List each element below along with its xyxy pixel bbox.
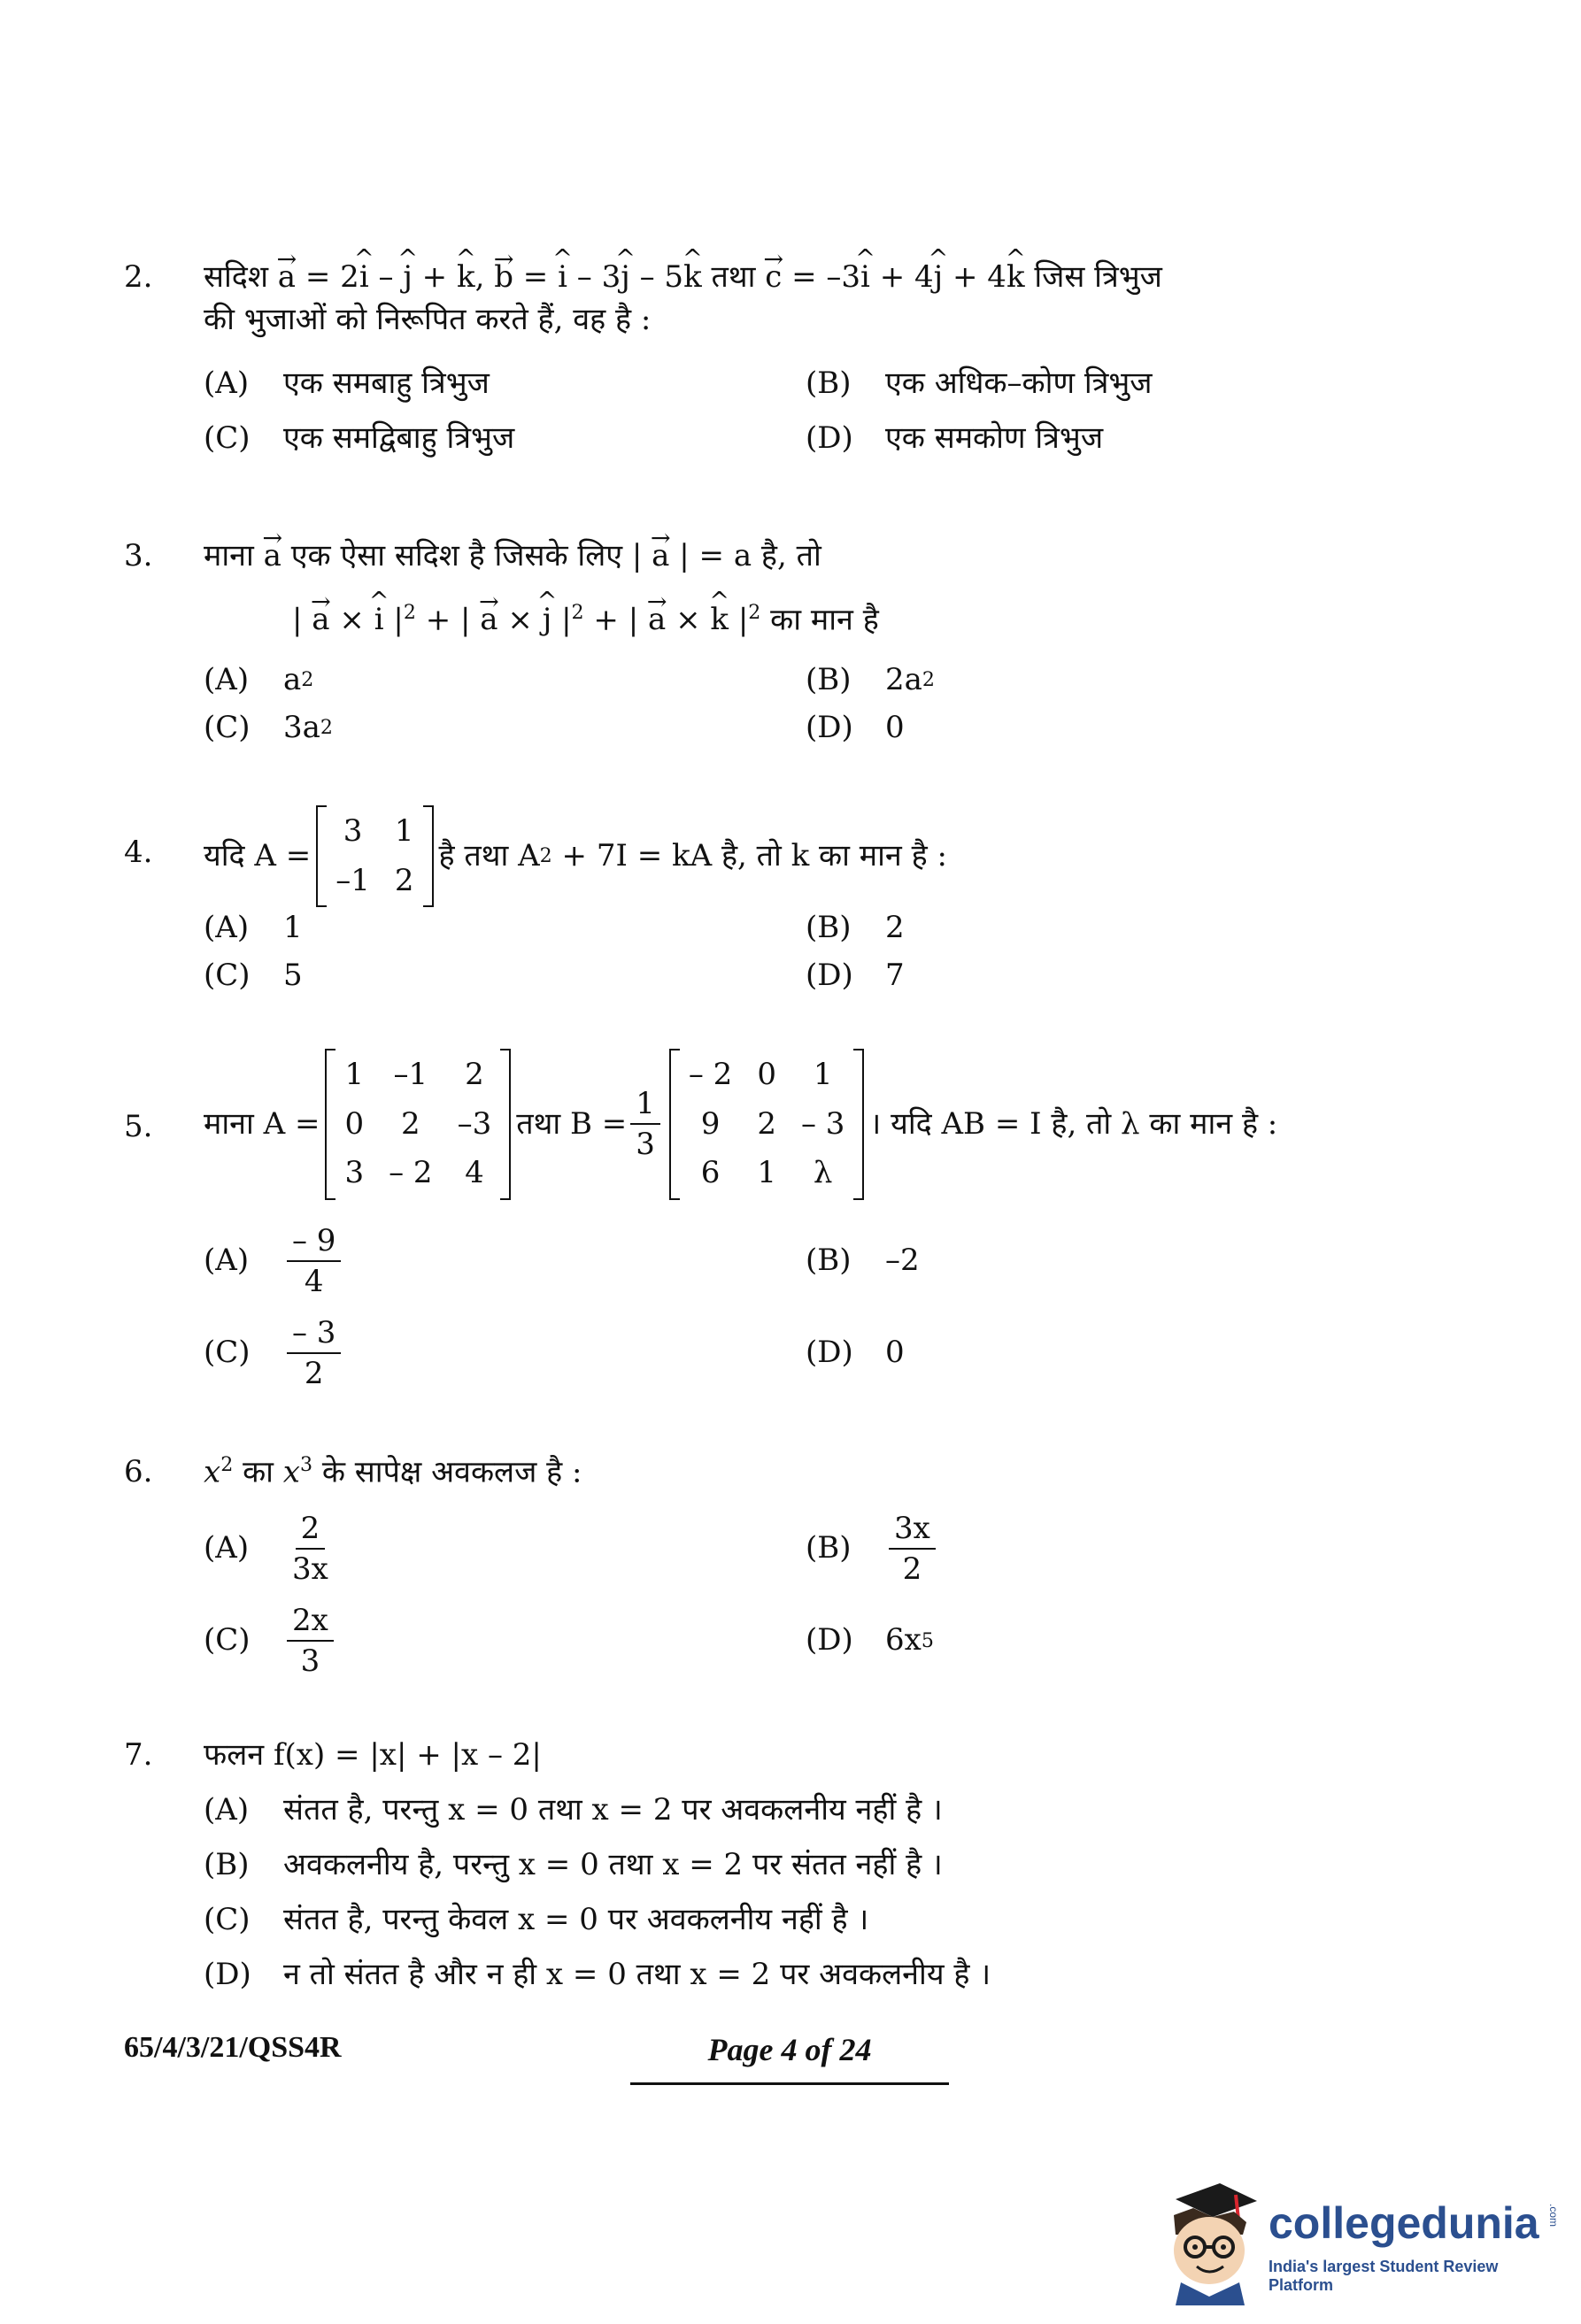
stem-line-1: सदिश → a = 2^ i – ^ j + ^ k, → b = ^ i – 3^ j – 5^ k तथा → c = –3^ i + 4^ j + 4^ k जिस त्रिभुज xyxy=(204,257,1416,299)
option-b[interactable]: (B) $\frac{3x}{2}$ xyxy=(806,1504,1407,1593)
question-number: 5. xyxy=(124,1109,153,1144)
option-a[interactable]: (A) $\frac{2}{3x}$ xyxy=(204,1510,328,1587)
option-d[interactable]: (D) न तो संतत है और न ही x = 0 तथा x = 2 पर अवकलनीय है । xyxy=(204,1957,991,1992)
stem-line-1: माना → a एक ऐसा सदिश है जिसके लिए | → a | = a है, तो xyxy=(204,535,1416,578)
option-d[interactable]: (D) एक समकोण त्रिभुज xyxy=(806,420,1104,456)
option-d[interactable]: (D) 7 xyxy=(806,958,905,993)
option-c[interactable]: (C) 3a 2 xyxy=(204,710,333,745)
option-a[interactable]: (A) एक समबाहु त्रिभुज xyxy=(204,366,490,401)
question-4 xyxy=(124,805,1416,1018)
option-a[interactable]: (A) संतत है, परन्तु x = 0 तथा x = 2 पर अवकलनीय नहीं है । xyxy=(204,1792,943,1828)
option-c[interactable]: (C) 5 xyxy=(204,958,303,993)
question-stem: माना A = 1 –1 2 0 2 –3 3 – 2 4 तथा B = $\frac{1}{3}$ – 2 0 1 9 2 – 3 6 1 λ । यदि AB = I है, तो λ का मान है : xyxy=(204,1049,1416,1200)
question-number: 3. xyxy=(124,538,153,573)
option-c[interactable]: (C) एक समद्विबाहु त्रिभुज xyxy=(204,420,515,456)
option-a[interactable]: (A) $\frac{- 9}{4}$ xyxy=(204,1217,806,1305)
question-stem xyxy=(204,257,1416,341)
fraction-one-third: $\frac{1}{3}$ xyxy=(630,1084,660,1164)
page-number: Page 4 of 24 xyxy=(630,2031,949,2085)
option-b[interactable]: (B) 2 xyxy=(806,910,905,945)
question-number: 4. xyxy=(124,835,153,870)
question-stem: यदि A = 3 1 –1 2 है तथा A 2 + 7I = kA है, तो k का मान है : xyxy=(204,805,1416,907)
question-6 xyxy=(124,1451,1416,1708)
matrix-b: – 2 0 1 9 2 – 3 6 1 λ xyxy=(669,1049,865,1200)
option-d[interactable]: (D) 0 xyxy=(806,710,905,745)
option-b[interactable]: (B) –2 xyxy=(806,1243,920,1279)
option-b[interactable]: (B) एक अधिक–कोण त्रिभुज xyxy=(806,366,1153,401)
stem-line-2: | → a × ^ i $|^2$ + | → a × ^ j $|^2$ + | → a × ^ k $|^2$ का मान है xyxy=(204,599,1416,642)
stem-line-2: की भुजाओं को निरूपित करते हैं, वह है : xyxy=(204,301,652,337)
question-number: 2. xyxy=(124,259,153,295)
collegedunia-logo[interactable] xyxy=(1158,2173,1565,2305)
mascot-icon xyxy=(1158,2173,1264,2305)
question-7 xyxy=(124,1735,1416,2000)
question-stem: फलन f(x) = |x| + |x – 2| xyxy=(204,1737,542,1773)
question-stem: $x^2$ का $x^3$ के सापेक्ष अवकलज है : xyxy=(204,1453,582,1490)
option-b[interactable]: (B) 2a 2 xyxy=(806,662,935,697)
question-stem xyxy=(204,535,1416,642)
matrix-a: 1 –1 2 0 2 –3 3 – 2 4 xyxy=(325,1049,511,1200)
option-d[interactable]: (D) 0 xyxy=(806,1335,905,1371)
option-d[interactable]: (D) 6x 5 xyxy=(806,1622,934,1658)
logo-tagline: India's largest Student Review Platform xyxy=(1269,2258,1499,2294)
question-2 xyxy=(124,257,1416,460)
logo-wordmark: collegedunia xyxy=(1269,2198,1539,2248)
option-c[interactable]: (C) $\frac{- 3}{2}$ xyxy=(204,1309,806,1397)
option-b[interactable]: (B) अवकलनीय है, परन्तु x = 0 तथा x = 2 पर संतत नहीं है । xyxy=(204,1847,943,1882)
option-a[interactable]: (A) 1 xyxy=(204,910,303,945)
matrix-a: 3 1 –1 2 xyxy=(316,805,433,907)
paper-code: 65/4/3/21/QSS4R xyxy=(124,2031,342,2064)
question-number: 6. xyxy=(124,1454,153,1489)
question-5 xyxy=(124,1049,1416,1420)
question-number: 7. xyxy=(124,1737,153,1773)
logo-domain: .com xyxy=(1547,2204,1560,2228)
option-a[interactable]: (A) a 2 xyxy=(204,662,314,697)
option-c[interactable]: (C) संतत है, परन्तु केवल x = 0 पर अवकलनीय नहीं है । xyxy=(204,1902,869,1937)
question-3 xyxy=(124,535,1416,766)
option-c[interactable]: (C) $\frac{2x}{3}$ xyxy=(204,1597,806,1685)
